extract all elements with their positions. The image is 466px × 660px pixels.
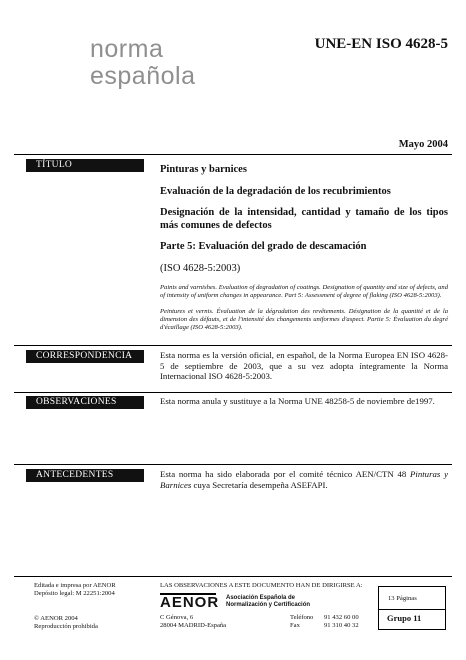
title-iso-reference: (ISO 4628-5:2003) — [160, 262, 241, 274]
footer-address — [160, 614, 226, 631]
title-line-2: Evaluación de la degradación de los recubrimientos — [160, 185, 391, 197]
title-english: Paints and varnishes. Evaluation of degradation of coatings. Designation of quantity and size of defects, and of intensity of uniform changes in appearance. Part 5: Assessment of degree of flaking (ISO 4628-5:2003). — [160, 283, 448, 299]
price-group: Grupo 11 — [387, 613, 422, 623]
footer-copyright: © AENOR 2004 — [34, 614, 78, 622]
brand-line-1: norma — [90, 35, 164, 63]
section-label-observaciones: OBSERVACIONES — [36, 397, 117, 407]
observaciones-text: Esta norma anula y sustituye a la Norma UNE 48258-5 de noviembre de1997. — [160, 396, 435, 406]
divider-antecedentes — [14, 464, 452, 465]
title-line-3: Designación de la intensidad, cantidad y tamaño de los tipos más comunes de defectos — [160, 207, 448, 231]
section-label-antecedentes: ANTECEDENTES — [36, 470, 114, 480]
title-french: Peintures et vernis. Évaluation de la dégradation des revêtements. Désignation de la quantité et de la dimension des défauts, et de l'intensité des changements uniformes d'aspect. Partie 5: Évaluation du degré d'écaillage (ISO 4628-5:2003). — [160, 307, 448, 332]
antecedentes-committee-name: Pinturas y Barnices — [160, 469, 448, 490]
aenor-logo-frame — [160, 593, 220, 611]
footer-edited: Editada e impresa por AENOR — [34, 582, 116, 589]
header-divider — [14, 154, 452, 155]
title-line-4: Parte 5: Evaluación del grado de descamación — [160, 241, 367, 252]
phone-label: Teléfono — [290, 614, 314, 621]
aenor-sub-line-2: Normalización y Certificación — [226, 601, 311, 608]
fax-number: 91 310 40 32 — [324, 622, 359, 630]
address-line-2: 28004 MADRID-España — [160, 622, 227, 630]
brand-line-2: española — [90, 62, 196, 90]
footer-observations-heading: LAS OBSERVACIONES A ESTE DOCUMENTO HAN DE DIRIGIRSE A: — [160, 582, 363, 589]
address-line-1: C Génova, 6 — [160, 614, 194, 621]
pages-group-divider — [379, 609, 445, 610]
fax-label: Fax — [290, 622, 300, 630]
title-line-1: Pinturas y barnices — [160, 164, 247, 175]
page-count: 13 Páginas — [388, 595, 417, 602]
aenor-logo: AENOR — [160, 594, 220, 611]
aenor-full-name — [226, 595, 310, 608]
phone-number: 91 432 60 00 — [324, 614, 359, 621]
footer-publisher-info — [34, 582, 116, 632]
publication-date: Mayo 2004 — [398, 139, 448, 150]
brand-logo — [90, 36, 195, 90]
aenor-sub-line-1: Asociación Española de — [226, 595, 296, 601]
correspondencia-text: Esta norma es la versión oficial, en español, de la Norma Europea EN ISO 4628-5 de septiembre de 2003, que a su vez adopta íntegramente la Norma Internacional ISO 4628-5:2003. — [160, 350, 448, 381]
document-number: UNE-EN ISO 4628-5 — [314, 36, 448, 52]
footer-contact-labels — [290, 614, 313, 631]
footer-contact-numbers — [324, 614, 359, 631]
footer-divider — [14, 576, 452, 577]
pages-group-box — [378, 586, 446, 630]
section-label-correspondencia: CORRESPONDENCIA — [36, 351, 133, 361]
divider-observaciones — [14, 392, 452, 393]
antecedentes-text-pre: Esta norma ha sido elaborada por el comité técnico AEN/CTN 48 — [160, 469, 411, 479]
title-block — [160, 164, 448, 341]
footer-reproduction: Reproducción prohibida — [34, 623, 98, 631]
section-label-titulo: TÍTULO — [36, 160, 73, 170]
antecedentes-text-post: cuya Secretaría desempeña ASEFAPI. — [191, 479, 328, 490]
antecedentes-text — [160, 469, 448, 490]
divider-correspondencia — [14, 345, 452, 346]
footer-deposit: Depósito legal: M 22251:2004 — [34, 590, 115, 598]
